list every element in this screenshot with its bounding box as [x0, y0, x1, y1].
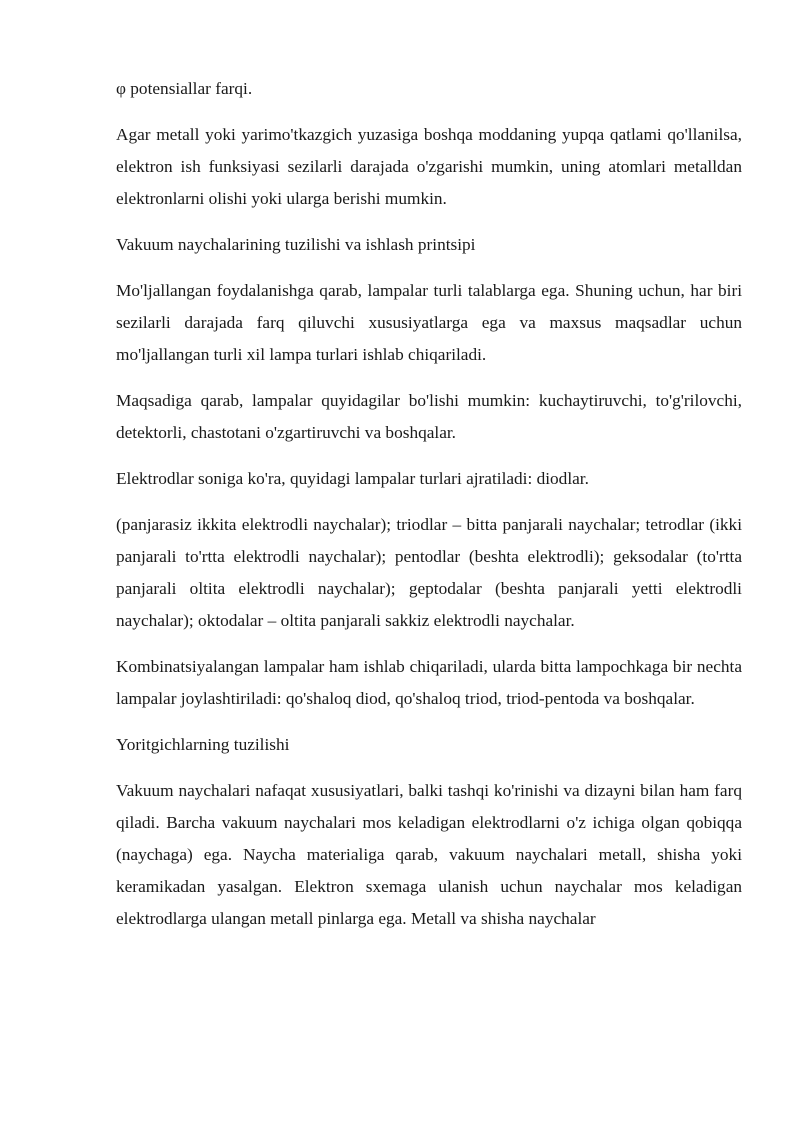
paragraph-tube-purposes: Maqsadiga qarab, lampalar quyidagilar bo'lishi mumkin: kuchaytiruvchi, to'g'rilovchi, detektorli, chastotani o'zgartiruvchi va boshqalar. — [116, 391, 742, 442]
paragraph-tube-requirements: Mo'ljallangan foydalanishga qarab, lampalar turli talablarga ega. Shuning uchun, har biri sezilarli darajada farq qiluvchi xususiyatlarga ega va maxsus maqsadlar uchun mo'ljallangan turli xil lampa turlari ishlab chiqariladi. — [116, 281, 742, 364]
document-page — [116, 73, 742, 949]
section-heading-vacuum-tubes: Vakuum naychalarining tuzilishi va ishlash printsipi — [116, 235, 476, 254]
paragraph-work-function: Agar metall yoki yarimo'tkazgich yuzasiga boshqa moddaning yupqa qatlami qo'llanilsa, elektron ish funksiyasi sezilarli darajada o'zgarishi mumkin, uning atomlari metalldan elektronlarni olishi yoki ularga berishi mumkin. — [116, 125, 742, 208]
paragraph-potential-difference: φ potensiallar farqi. — [116, 79, 253, 98]
paragraph-tube-construction: Vakuum naychalari nafaqat xususiyatlari, balki tashqi ko'rinishi va dizayni bilan ham farq qiladi. Barcha vakuum naychalari mos keladigan elektrodlarni o'z ichiga olgan qobiqqa (naychaga) ega. Naycha materialiga qarab, vakuum naychalari metall, shisha yoki keramikadan yasalgan. Elektron sxemaga ulanish uchun naychalar mos keladigan elektrodlarga ulangan metall pinlarga ega. Metall va shisha naychalar — [116, 781, 742, 928]
paragraph-combined-tubes: Kombinatsiyalangan lampalar ham ishlab chiqariladi, ularda bitta lampochkaga bir nechta lampalar joylashtiriladi: qo'shaloq diod, qo'shaloq triod, triod-pentoda va boshqalar. — [116, 657, 742, 708]
section-heading-structure: Yoritgichlarning tuzilishi — [116, 735, 290, 754]
paragraph-tube-types-list: (panjarasiz ikkita elektrodli naychalar); triodlar – bitta panjarali naychalar; tetrodlar (ikki panjarali to'rtta elektrodli naychalar); pentodlar (beshta elektrodli); geksodalar (to'rtta panjarali oltita elektrodli naychalar); geptodalar (beshta panjarali yetti elektrodli naychalar); oktodalar – oltita panjarali sakkiz elektrodli naychalar. — [116, 515, 742, 630]
paragraph-electrode-count: Elektrodlar soniga ko'ra, quyidagi lampalar turlari ajratiladi: diodlar. — [116, 469, 589, 488]
